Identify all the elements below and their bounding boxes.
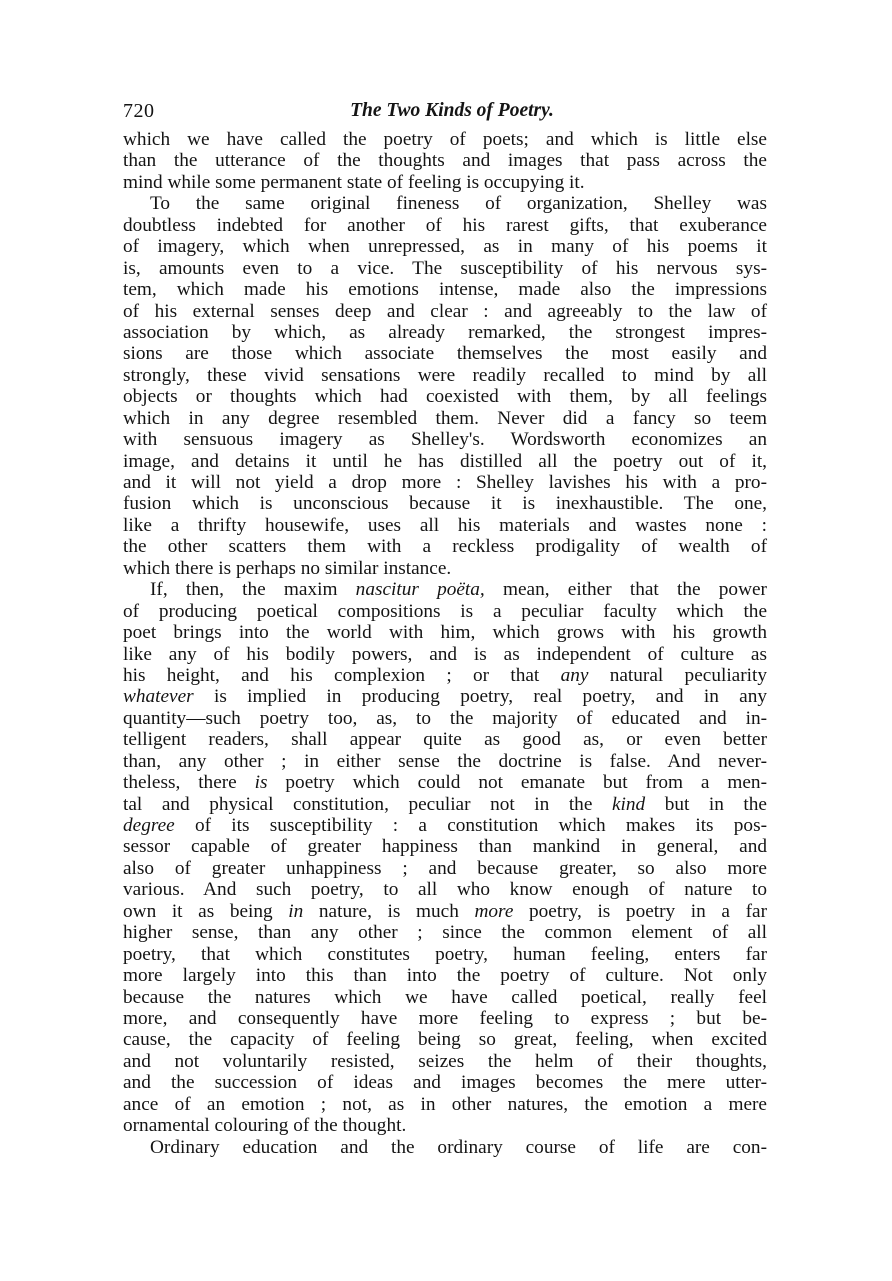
text-line: theless, there is poetry which could not emanate but from a men- [123,772,767,794]
text-line: sessor capable of greater happiness than mankind in general, and [123,836,767,858]
text-line: than the utterance of the thoughts and images that pass across the [123,150,767,172]
text-line: which there is perhaps no similar instance. [123,557,452,579]
text-line: If, then, the maxim nascitur poëta, mean, either that the power [150,579,767,601]
text-line: own it as being in nature, is much more poetry, is poetry in a far [123,900,767,922]
italic-text: any [560,664,589,686]
text-line: more largely into this than into the poetry of culture. Not only [123,965,767,987]
text-line: like a thrifty housewife, uses all his materials and wastes none : [123,514,767,536]
text-line: whatever is implied in producing poetry, real poetry, and in any [123,686,767,708]
text-line: image, and detains it until he has distilled all the poetry out of it, [123,450,767,472]
text-line: and not voluntarily resisted, seizes the helm of their thoughts, [123,1050,767,1072]
text-line: sions are those which associate themselves the most easily and [123,343,767,365]
text-line: fusion which is unconscious because it is inexhaustible. The one, [123,493,767,515]
text-line: of producing poetical compositions is a peculiar faculty which the [123,600,767,622]
italic-text: degree [123,815,175,836]
text-line: mind while some permanent state of feeling is occupying it. [123,171,585,193]
body-text [123,129,767,1158]
italic-text: whatever [123,686,194,708]
text-line: is, amounts even to a vice. The susceptibility of his nervous sys- [123,257,767,279]
text-line: the other scatters them with a reckless prodigality of wealth of [123,536,767,558]
text-line: which in any degree resembled them. Never did a fancy so teem [123,407,767,429]
text-line: higher sense, than any other ; since the common element of all [123,922,767,944]
paragraph [123,579,767,1136]
text-line: To the same original fineness of organization, Shelley was [150,193,767,215]
italic-text: kind [611,793,646,815]
text-line: association by which, as already remarked, the strongest impres- [123,321,767,343]
text-line: his height, and his complexion ; or that any natural peculiarity [123,664,768,686]
text-line: telligent readers, shall appear quite as good as, or even better [123,729,767,751]
text-line: tem, which made his emotions intense, made also the impressions [123,279,767,301]
text-line: more, and consequently have more feeling to express ; but be- [123,1007,767,1029]
text-line: quantity—such poetry too, as, to the majority of educated and in- [123,707,767,729]
text-line: cause, the capacity of feeling being so great, feeling, when excited [123,1029,767,1051]
text-line: of his external senses deep and clear : and agreeably to the law of [123,300,767,322]
text-line: than, any other ; in either sense the doctrine is false. And never- [123,750,767,772]
text-line: because the natures which we have called poetical, really feel [123,986,767,1008]
text-line: poet brings into the world with him, which grows with his growth [123,622,767,644]
italic-text: more [474,900,514,922]
paragraph [123,1137,767,1158]
text-line: which we have called the poetry of poets; and which is little else [123,129,767,150]
paragraph [123,129,767,193]
text-line: degree of its susceptibility : a constitution which makes its pos- [123,815,767,836]
text-line: ornamental colouring of the thought. [123,1115,407,1137]
text-line: and it will not yield a drop more : Shelley lavishes his with a pro- [123,472,767,493]
text-line: with sensuous imagery as Shelley's. Wordsworth economizes an [123,429,767,451]
text-line: objects or thoughts which had coexisted with them, by all feelings [123,386,767,408]
running-title: The Two Kinds of Poetry. [350,100,554,121]
paragraph [123,193,767,579]
text-line: ance of an emotion ; not, as in other natures, the emotion a mere [123,1093,767,1115]
italic-text: in [288,900,304,922]
running-head [123,98,767,124]
text-line: like any of his bodily powers, and is as independent of culture as [123,643,767,665]
text-line: Ordinary education and the ordinary course of life are con- [150,1136,767,1158]
text-line: poetry, that which constitutes poetry, human feeling, enters far [123,943,767,965]
text-line: and the succession of ideas and images becomes the mere utter- [123,1072,767,1094]
italic-text: nascitur poëta, [355,579,485,601]
text-line: doubtless indebted for another of his rarest gifts, that exuberance [123,214,767,236]
text-line: strongly, these vivid sensations were readily recalled to mind by all [123,364,767,386]
italic-text: is [254,772,268,794]
page-number: 720 [123,100,155,122]
text-line: tal and physical constitution, peculiar not in the kind but in the [123,793,767,815]
text-line: also of greater unhappiness ; and because greater, so also more [123,857,767,879]
text-line: various. And such poetry, to all who know enough of nature to [123,879,767,901]
text-line: of imagery, which when unrepressed, as in many of his poems it [123,236,767,258]
